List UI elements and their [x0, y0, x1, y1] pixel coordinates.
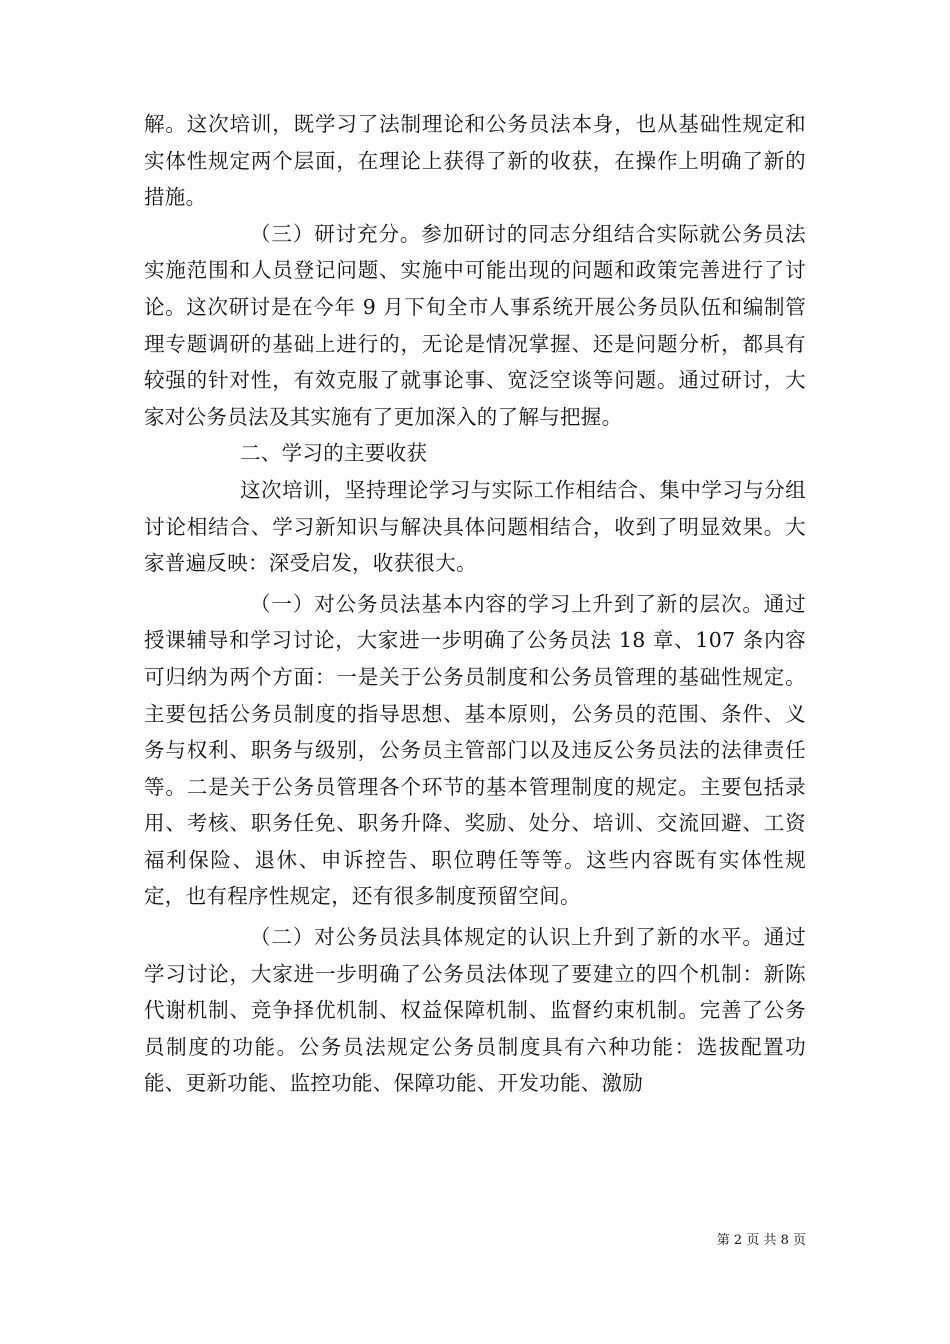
section-heading-two: 二、学习的主要收获	[240, 441, 428, 466]
paragraph-section-three: （三）研讨充分。参加研讨的同志分组结合实际就公务员法实施范围和人员登记问题、实施中可能出现的问题和政策完善进行了讨论。这次研讨是在今年 9 月下旬全市人事系统开展公务员队伍和编制管理专题调研的基础上进行的，无论是情况掌握、还是问题分析，都具有较强的针对性，有效克服了就事论事、宽泛空谈等问题。通过研讨，大家对公务员法及其实施有了更加深入的了解与把握。	[144, 221, 806, 429]
paragraph-item-two: （二）对公务员法具体规定的认识上升到了新的水平。通过学习讨论，大家进一步明确了公务员法体现了要建立的四个机制：新陈代谢机制、竞争择优机制、权益保障机制、监督约束机制。完善了公务员制度的功能。公务员法规定公务员制度具有六种功能：选拔配置功能、更新功能、监控功能、保障功能、开发功能、激励	[144, 925, 806, 1096]
paragraph-training-summary: 这次培训，坚持理论学习与实际工作相结合、集中学习与分组讨论相结合、学习新知识与解决具体问题相结合，收到了明显效果。大家普遍反映：深受启发，收获很大。	[144, 477, 806, 576]
document-body	[144, 106, 806, 1102]
page-number-footer: 第 2 页 共 8 页	[716, 1233, 806, 1248]
paragraph-item-one: （一）对公务员法基本内容的学习上升到了新的层次。通过授课辅导和学习讨论，大家进一步明确了公务员法 18 章、107 条内容可归纳为两个方面：一是关于公务员制度和公务员管理的基础性规定。主要包括公务员制度的指导思想、基本原则，公务员的范围、条件、义务与权利、职务与级别，公务员主管部门以及违反公务员法的法律责任等。二是关于公务员管理各个环节的基本管理制度的规定。主要包括录用、考核、职务任免、职务升降、奖励、处分、培训、交流回避、工资福利保险、退休、申诉控告、职位聘任等等。这些内容既有实体性规定，也有程序性规定，还有很多制度预留空间。	[144, 591, 806, 909]
paragraph-continuation: 解。这次培训，既学习了法制理论和公务员法本身，也从基础性规定和实体性规定两个层面，在理论上获得了新的收获，在操作上明确了新的措施。	[144, 112, 806, 210]
